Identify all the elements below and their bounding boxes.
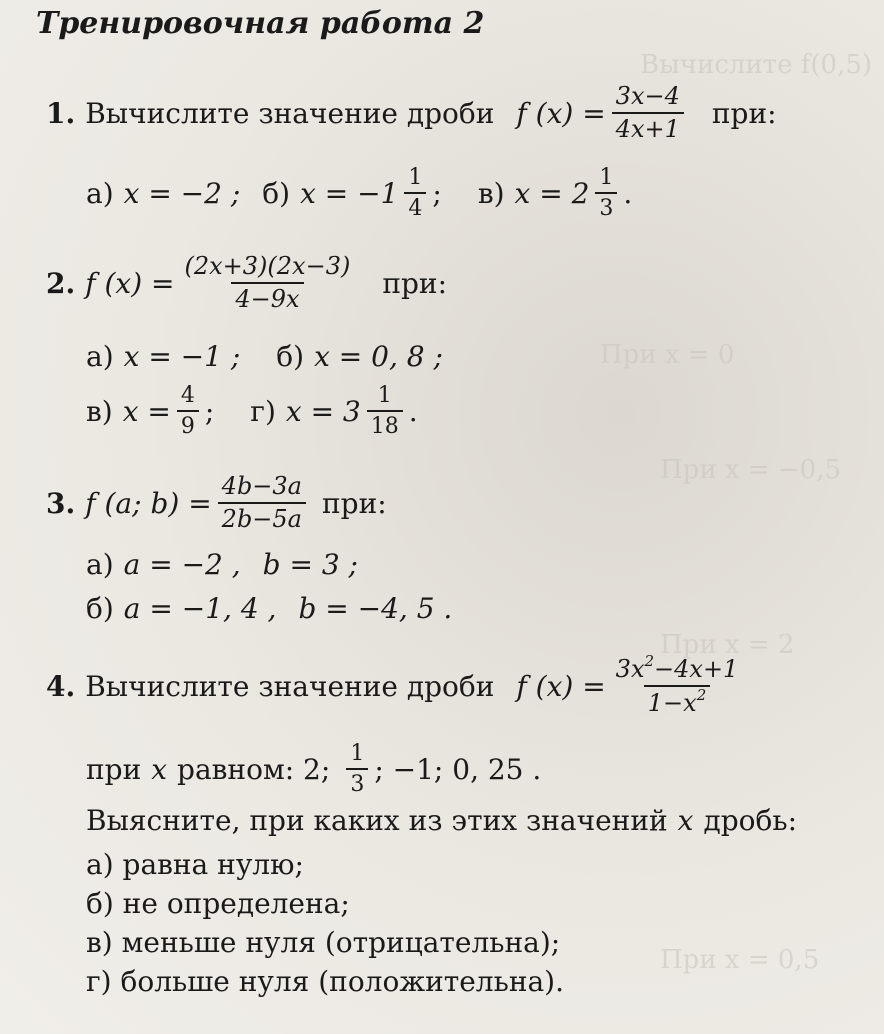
fraction-numerator: 1 [350,741,365,766]
problem-number: 4. [46,669,76,703]
fraction [218,474,306,532]
variable: x [151,752,168,786]
fraction [367,384,403,438]
fraction-numerator: $3x^2-4x+1$ [615,652,739,683]
list-item: г) больше нуля (положительна). [86,965,565,998]
option-b-value-a: a = −1, 4 , [123,592,277,625]
fraction [612,84,684,142]
option-v-label: в) [86,394,113,428]
show-through-text: При x = 0,5 [660,945,820,975]
fraction-numerator: 4b−3a [221,472,302,500]
fraction-numerator: 1 [599,165,614,190]
when-label: при: [711,96,777,130]
problem-number: 1. [46,96,76,130]
fraction-denominator: 9 [177,410,199,438]
problem-3-statement [46,474,387,532]
problem-4-question [86,804,797,837]
separator: . [623,176,633,210]
problem-1-options [86,166,632,220]
option-b-label: б) [86,592,114,625]
fraction [346,742,368,796]
show-through-text: При x = 2 [660,630,795,660]
fraction-denominator: 4 [404,192,426,220]
list-item: б) не определена; [86,887,350,920]
show-through-text: При x = 0 [600,340,735,370]
fraction-numerator: 1 [408,165,423,190]
text: дробь: [703,804,798,837]
option-b-value: x = −1 [300,176,399,210]
option-a-value-b: b = 3 ; [262,548,358,581]
option-g-value: x = 3 [285,394,361,428]
fraction-numerator: 1 [377,383,392,408]
fraction-denominator: 2b−5a [218,502,306,532]
fraction-denominator: 4−9x [231,282,303,312]
option-a-label: а) [86,176,114,210]
variable: x [677,804,694,837]
problem-4-statement [46,652,748,718]
show-through-text: При x = −0,5 [660,455,842,485]
option-a-value-a: a = −2 , [123,548,241,581]
problem-number: 2. [46,266,76,300]
text: при [86,752,142,786]
option-a-value: x = −1 ; [123,340,241,373]
option-b-label: б) [276,340,305,373]
problem-2-statement [46,254,447,312]
when-label: при: [382,266,448,300]
list-item: а) равна нулю; [86,848,304,881]
fraction [612,652,743,718]
function-label: f (x) = [516,669,606,703]
problem-number: 3. [46,486,76,520]
fraction-denominator: 4x+1 [612,112,684,142]
problem-2-options-ab [86,340,443,373]
fraction-numerator: 4 [180,383,195,408]
show-through-text: Вычислите f(0,5) [640,50,873,80]
option-b-value: x = 0, 8 ; [314,340,443,373]
option-v-value: x = [122,394,171,428]
problem-2-options-vg [86,384,418,438]
problem-4-values [86,742,541,796]
option-a-label: а) [86,548,114,581]
fraction-numerator: 3x−4 [615,82,680,110]
fraction-denominator: 3 [595,192,617,220]
option-g-label: г) [250,394,276,428]
fraction [404,166,426,220]
problem-1-statement [46,84,777,142]
option-a-value: x = −2 ; [123,176,241,210]
text: Выясните, при каких из этих значений [86,804,668,837]
problem-text: Вычислите значение дроби [85,669,495,703]
text: равном: 2; [177,752,331,786]
when-label: при: [322,486,387,520]
option-a-label: а) [86,340,114,373]
separator: ; [432,176,442,210]
function-label: f (x) = [516,96,606,130]
separator: ; [204,394,215,428]
option-v-value: x = 2 [514,176,590,210]
problem-3-option-b [86,592,452,625]
fraction [181,254,355,312]
problem-text: Вычислите значение дроби [85,96,495,130]
option-b-value-b: b = −4, 5 . [298,592,453,625]
fraction-denominator: $1-x^2$ [644,685,710,716]
separator: . [408,394,418,428]
problem-3-option-a [86,548,358,581]
function-label: f (a; b) = [85,486,212,520]
page-title: Тренировочная работа 2 [36,6,485,41]
fraction [177,384,199,438]
function-label: f (x) = [85,266,175,300]
fraction [595,166,617,220]
fraction-denominator: 18 [367,410,403,438]
list-item: в) меньше нуля (отрицательна); [86,926,561,959]
fraction-denominator: 3 [346,768,368,796]
option-v-label: в) [477,176,505,210]
option-b-label: б) [262,176,291,210]
text: ; −1; 0, 25 . [374,752,542,786]
fraction-numerator: (2x+3)(2x−3) [184,252,351,280]
